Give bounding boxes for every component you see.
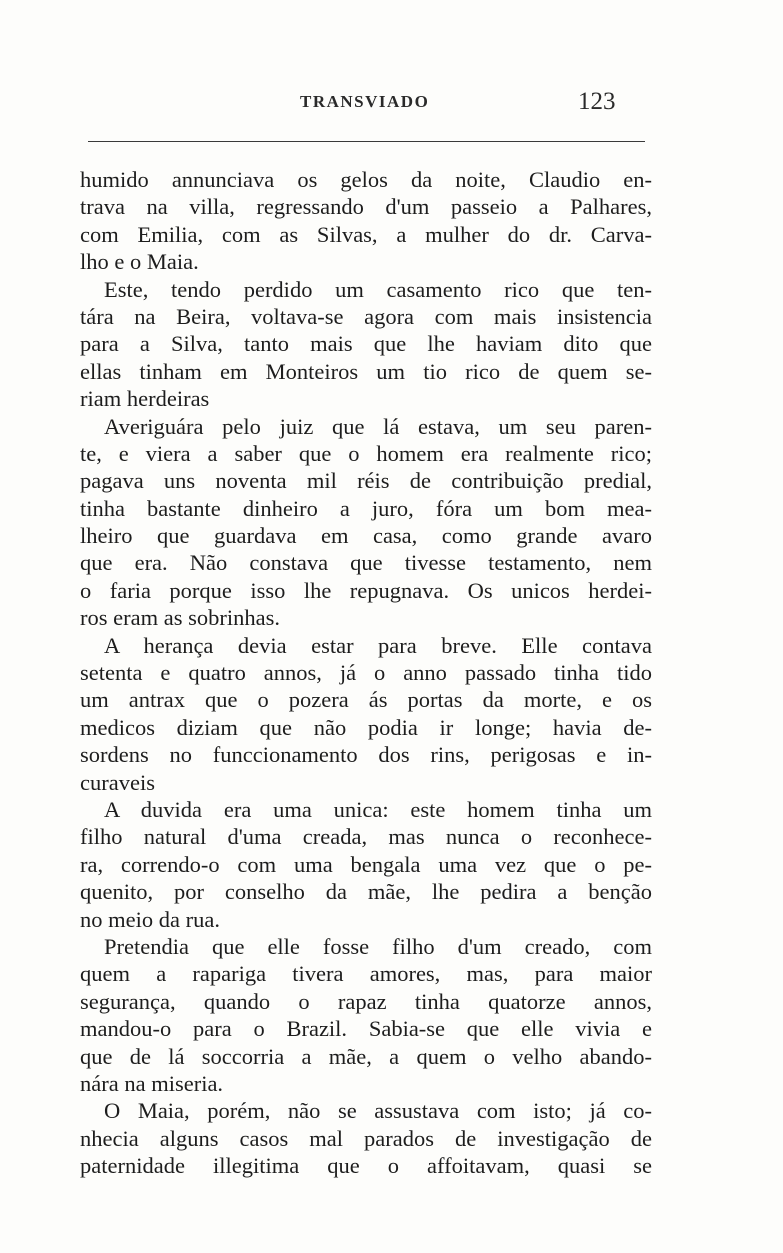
- text-line: mandou-o para o Brazil. Sabia-se que elle vivia e: [80, 1016, 652, 1042]
- page-header: [0, 88, 783, 124]
- text-line: segurança, quando o rapaz tinha quatorze annos,: [80, 988, 652, 1014]
- paragraph-first-line: Pretendia que elle fosse filho d'um creado, com: [104, 933, 652, 959]
- text-line: humido annunciava os gelos da noite, Claudio en-: [80, 167, 652, 192]
- page-number: 123: [578, 88, 616, 115]
- text-line: com Emilia, com as Silvas, a mulher do dr. Carva-: [80, 221, 652, 247]
- body-text: [80, 166, 652, 1179]
- text-line: nhecia alguns casos mal parados de investigação de: [80, 1125, 652, 1151]
- text-line: te, e viera a saber que o homem era realmente rico;: [80, 440, 652, 466]
- text-line: tinha bastante dinheiro a juro, fóra um bom mea-: [80, 495, 652, 521]
- text-line: um antrax que o pozera ás portas da morte, e os: [80, 687, 652, 713]
- text-line: quem a rapariga tivera amores, mas, para maior: [80, 961, 652, 987]
- text-line: paternidade illegitima que o affoitavam, quasi se: [80, 1153, 652, 1179]
- text-line: trava na villa, regressando d'um passeio a Palhares,: [80, 194, 652, 220]
- paragraph-first-line: Este, tendo perdido um casamento rico que ten-: [104, 276, 652, 302]
- text-line: filho natural d'uma creada, mas nunca o reconhece-: [80, 824, 652, 850]
- text-line: setenta e quatro annos, já o anno passado tinha tido: [80, 660, 652, 686]
- text-line: quenito, por conselho da mãe, lhe pedira a benção: [80, 879, 652, 905]
- text-line: que de lá soccorria a mãe, a quem o velho abando-: [80, 1043, 652, 1069]
- text-line: no meio da rua.: [80, 906, 220, 932]
- text-line: ros eram as sobrinhas.: [80, 605, 280, 631]
- header-rule: [88, 141, 645, 142]
- text-line: tára na Beira, voltava-se agora com mais insistencia: [80, 303, 652, 329]
- text-line: curaveis: [80, 769, 155, 795]
- text-line: lho e o Maia.: [80, 249, 199, 275]
- text-line: para a Silva, tanto mais que lhe haviam dito que: [80, 331, 652, 357]
- text-line: ellas tinham em Monteiros um tio rico de quem se-: [80, 358, 652, 384]
- running-title: TRANSVIADO: [300, 92, 430, 111]
- text-line: medicos diziam que não podia ir longe; havia de-: [80, 714, 652, 740]
- text-line: riam herdeiras: [80, 386, 210, 412]
- text-line: ra, correndo-o com uma bengala uma vez que o pe-: [80, 851, 652, 877]
- text-line: que era. Não constava que tivesse testamento, nem: [80, 550, 652, 576]
- paragraph-first-line: A duvida era uma unica: este homem tinha um: [104, 796, 652, 822]
- text-line: pagava uns noventa mil réis de contribuição predial,: [80, 468, 652, 494]
- text-line: sordens no funccionamento dos rins, perigosas e in-: [80, 742, 652, 768]
- paragraph-first-line: Averiguára pelo juiz que lá estava, um seu paren-: [104, 413, 652, 439]
- paragraph-first-line: A herança devia estar para breve. Elle contava: [104, 632, 652, 658]
- text-line: nára na miseria.: [80, 1070, 224, 1096]
- text-line: lheiro que guardava em casa, como grande avaro: [80, 523, 652, 549]
- text-line: o faria porque isso lhe repugnava. Os unicos herdei-: [80, 577, 652, 603]
- paragraph-first-line: O Maia, porém, não se assustava com isto; já co-: [104, 1098, 652, 1124]
